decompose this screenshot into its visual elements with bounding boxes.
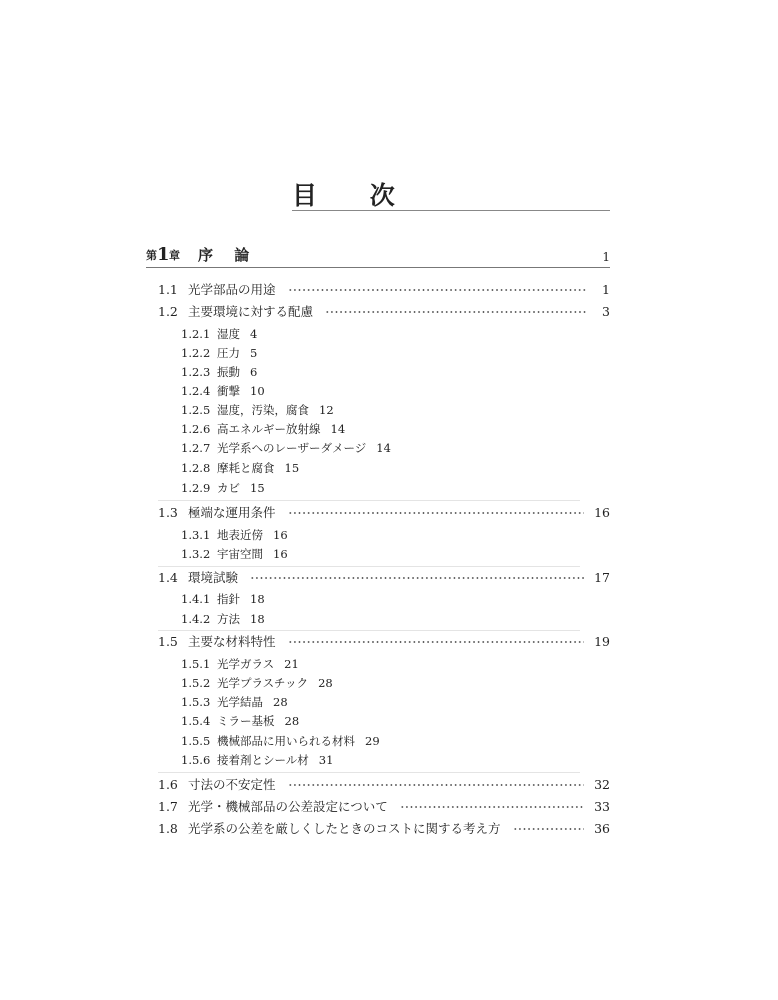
- chapter-title: 序 論: [198, 246, 258, 264]
- toc-subsection: [181, 344, 257, 362]
- toc-section: [158, 776, 610, 794]
- leader-dots: [400, 806, 584, 808]
- subsection-number: 1.5.6: [181, 753, 211, 767]
- subsection-title: 地表近傍: [217, 528, 263, 542]
- subsection-title: 接着剤とシール材: [217, 753, 309, 767]
- subsection-number: 1.2.8: [181, 461, 211, 475]
- section-title: 光学部品の用途: [188, 282, 276, 297]
- subsection-title: 衝撃: [217, 384, 240, 398]
- subsection-page: 12: [319, 403, 334, 417]
- toc-section: [158, 504, 610, 522]
- subsection-title: 湿度: [217, 327, 240, 341]
- subsection-page: 31: [318, 753, 334, 767]
- subsection-page: 18: [250, 592, 265, 606]
- section-title: 光学・機械部品の公差設定について: [188, 799, 388, 814]
- section-number: 1.3: [158, 505, 178, 520]
- subsection-page: 29: [365, 734, 380, 748]
- leader-dots: [288, 641, 585, 643]
- subsection-page: 28: [273, 695, 288, 709]
- section-number: 1.5: [158, 634, 178, 649]
- section-divider: [158, 500, 580, 501]
- section-number: 1.6: [158, 777, 178, 792]
- subsection-number: 1.5.2: [181, 676, 211, 690]
- subsection-number: 1.4.2: [181, 612, 211, 626]
- subsection-number: 1.2.4: [181, 384, 211, 398]
- subsection-number: 1.3.1: [181, 528, 211, 542]
- chapter-page: 1: [602, 250, 610, 264]
- subsection-title: 光学ガラス: [217, 657, 275, 671]
- leader-dots: [325, 311, 586, 313]
- subsection-number: 1.2.5: [181, 403, 211, 417]
- subsection-number: 1.2.6: [181, 422, 211, 436]
- section-number: 1.8: [158, 821, 178, 836]
- toc-section: [158, 281, 610, 299]
- toc-title: 目 次: [292, 181, 417, 210]
- section-page: 1: [602, 282, 610, 297]
- section-title: 主要環境に対する配慮: [188, 304, 314, 319]
- subsection-page: 15: [250, 481, 265, 495]
- section-page: 3: [602, 304, 610, 319]
- toc-subsection: [181, 751, 333, 769]
- subsection-page: 16: [273, 547, 288, 561]
- toc-section: [158, 820, 610, 838]
- toc-subsection: [181, 325, 257, 343]
- leader-dots: [288, 784, 585, 786]
- toc-subsection: [181, 693, 288, 711]
- subsection-page: 28: [284, 714, 300, 728]
- subsection-page: 28: [318, 676, 333, 690]
- toc-subsection: [181, 459, 299, 477]
- section-divider: [158, 566, 580, 567]
- section-page: 19: [594, 634, 610, 649]
- toc-subsection: [181, 526, 288, 544]
- subsection-page: 5: [250, 346, 258, 360]
- toc-section: [158, 303, 610, 321]
- subsection-title: 機械部品に用いられる材料: [217, 734, 355, 748]
- section-number: 1.7: [158, 799, 178, 814]
- section-page: 17: [594, 570, 610, 585]
- subsection-title: 光学系へのレーザーダメージ: [217, 441, 367, 455]
- subsection-title: 高エネルギー放射線: [217, 422, 321, 436]
- subsection-title: ミラー基板: [217, 714, 275, 728]
- subsection-page: 10: [250, 384, 265, 398]
- subsection-number: 1.2.2: [181, 346, 211, 360]
- leader-dots: [250, 577, 584, 579]
- toc-subsection: [181, 732, 380, 750]
- subsection-number: 1.5.4: [181, 714, 211, 728]
- subsection-title: 振動: [217, 365, 240, 379]
- section-divider: [158, 630, 580, 631]
- subsection-number: 1.5.3: [181, 695, 211, 709]
- leader-dots: [288, 512, 585, 514]
- subsection-title: 光学結晶: [217, 695, 263, 709]
- leader-dots: [513, 828, 585, 830]
- section-title: 極端な運用条件: [188, 505, 276, 520]
- subsection-page: 21: [284, 657, 299, 671]
- subsection-title: 宇宙空間: [217, 547, 263, 561]
- section-page: 36: [594, 821, 610, 836]
- subsection-page: 18: [250, 612, 265, 626]
- leader-dots: [288, 289, 586, 291]
- toc-section: [158, 798, 610, 816]
- subsection-title: カビ: [217, 481, 240, 495]
- toc-subsection: [181, 420, 345, 438]
- toc-subsection: [181, 545, 288, 563]
- subsection-title: 光学プラスチック: [217, 676, 309, 690]
- section-divider: [158, 772, 580, 773]
- subsection-title: 圧力: [217, 346, 240, 360]
- toc-subsection: [181, 382, 265, 400]
- subsection-number: 1.4.1: [181, 592, 211, 606]
- toc-subsection: [181, 655, 299, 673]
- toc-section: [158, 569, 610, 587]
- subsection-page: 14: [330, 422, 346, 436]
- section-page: 33: [594, 799, 610, 814]
- toc-subsection: [181, 610, 265, 628]
- toc-subsection: [181, 401, 334, 419]
- section-page: 32: [594, 777, 610, 792]
- subsection-number: 1.2.7: [181, 441, 211, 455]
- toc-subsection: [181, 674, 333, 692]
- toc-section: [158, 633, 610, 651]
- toc-subsection: [181, 363, 257, 381]
- subsection-page: 15: [284, 461, 300, 475]
- subsection-page: 6: [250, 365, 258, 379]
- subsection-page: 14: [376, 441, 391, 455]
- subsection-number: 1.2.9: [181, 481, 211, 495]
- chapter-number: 1: [157, 244, 170, 265]
- section-title: 環境試験: [188, 570, 239, 585]
- subsection-number: 1.3.2: [181, 547, 211, 561]
- subsection-title: 指針: [217, 592, 240, 606]
- section-number: 1.1: [158, 282, 178, 297]
- subsection-page: 4: [250, 327, 258, 341]
- section-title: 寸法の不安定性: [188, 777, 276, 792]
- subsection-number: 1.5.1: [181, 657, 211, 671]
- section-title: 光学系の公差を厳しくしたときのコストに関する考え方: [188, 821, 501, 836]
- section-title: 主要な材料特性: [188, 634, 276, 649]
- subsection-page: 16: [273, 528, 288, 542]
- subsection-number: 1.2.3: [181, 365, 211, 379]
- section-number: 1.2: [158, 304, 178, 319]
- toc-subsection: [181, 590, 265, 608]
- subsection-title: 摩耗と腐食: [217, 461, 275, 475]
- chapter-prefix: 第: [146, 249, 157, 262]
- subsection-number: 1.2.1: [181, 327, 211, 341]
- subsection-title: 湿度，汚染，腐食: [217, 403, 309, 417]
- subsection-title: 方法: [217, 612, 240, 626]
- section-page: 16: [594, 505, 610, 520]
- toc-subsection: [181, 479, 265, 497]
- section-number: 1.4: [158, 570, 178, 585]
- toc-subsection: [181, 439, 391, 457]
- subsection-number: 1.5.5: [181, 734, 211, 748]
- toc-subsection: [181, 712, 299, 730]
- chapter-suffix: 章: [169, 249, 180, 262]
